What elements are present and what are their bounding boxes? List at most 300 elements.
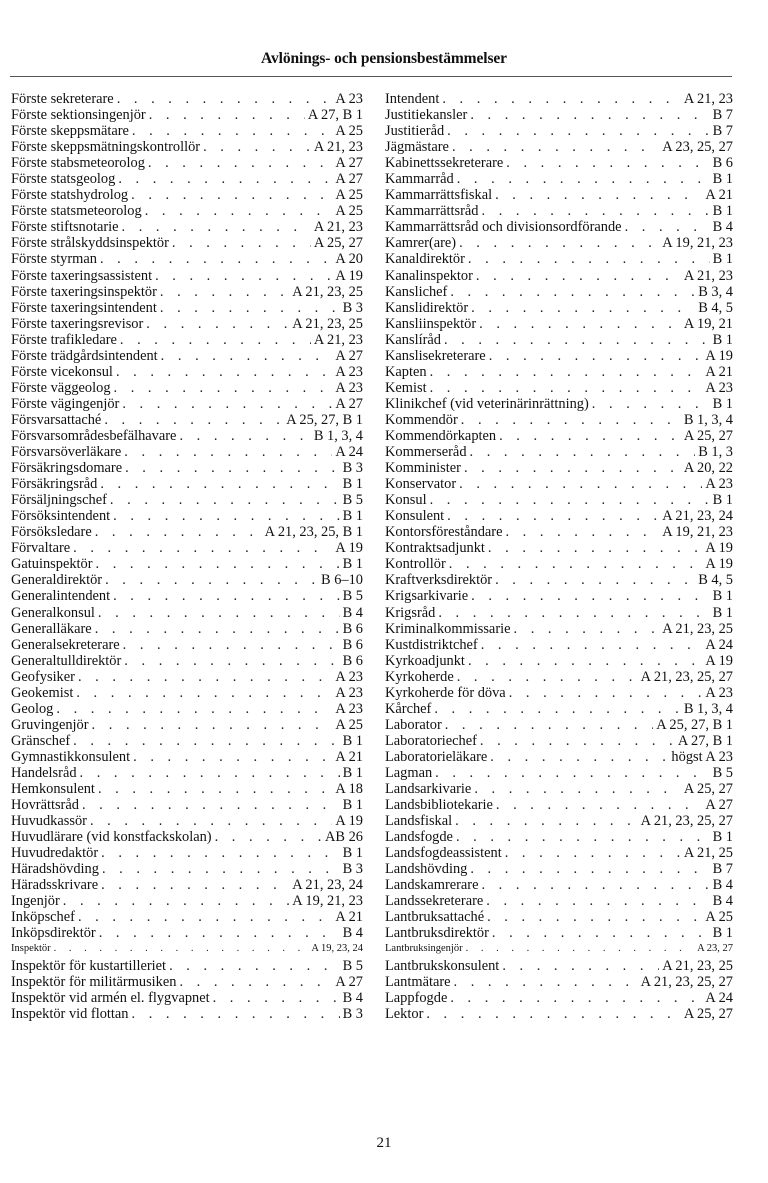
dot-leader	[132, 1006, 340, 1022]
entry-reference: B 7	[712, 107, 733, 124]
dot-leader	[490, 749, 668, 765]
index-entry	[11, 380, 363, 396]
index-entry	[11, 572, 363, 588]
entry-title: Konsul	[385, 492, 427, 509]
index-entry	[11, 91, 363, 107]
dot-leader	[444, 332, 710, 348]
dot-leader	[426, 1006, 680, 1022]
entry-reference: B 4, 5	[698, 299, 733, 316]
entry-reference: B 1	[342, 508, 363, 525]
index-entry	[11, 588, 363, 604]
index-entry	[385, 990, 733, 1006]
index-entry	[385, 813, 733, 829]
index-entry	[11, 717, 363, 733]
entry-reference: A 23, 25, 27	[662, 139, 733, 156]
entry-reference: AB 26	[325, 829, 363, 846]
entry-title: Huvudlärare (vid konstfackskolan)	[11, 829, 212, 846]
index-column-left	[11, 91, 363, 1022]
entry-reference: A 27	[335, 395, 363, 412]
dot-leader	[63, 893, 289, 909]
entry-reference: B 4	[712, 877, 733, 894]
index-entry	[11, 123, 363, 139]
entry-title: Kammarrättsråd och divisionsordförande	[385, 219, 622, 236]
dot-leader	[179, 974, 332, 990]
index-entry	[11, 524, 363, 540]
dot-leader	[73, 540, 332, 556]
entry-title: Kyrkoadjunkt	[385, 652, 465, 669]
index-entry	[385, 155, 733, 171]
dot-leader	[471, 300, 695, 316]
dot-leader	[105, 572, 318, 588]
entry-reference: B 4	[342, 925, 363, 942]
entry-reference: A 19	[705, 652, 733, 669]
entry-reference: A 25	[335, 716, 363, 733]
index-entry	[385, 187, 733, 203]
entry-reference: A 25	[335, 187, 363, 204]
entry-title: Förste vägingenjör	[11, 395, 120, 412]
entry-title: Försäljningschef	[11, 492, 107, 509]
index-entry	[385, 540, 733, 556]
index-entry	[385, 492, 733, 508]
dot-leader	[96, 556, 340, 572]
entry-reference: B 1	[342, 764, 363, 781]
entry-reference: A 21, 23, 25, 27	[640, 973, 733, 990]
entry-reference: A 19	[335, 813, 363, 830]
index-entry	[385, 508, 733, 524]
index-entry	[11, 845, 363, 861]
entry-title: Förste taxeringsassistent	[11, 267, 153, 284]
entry-reference: A 27	[335, 171, 363, 188]
dot-leader	[442, 91, 680, 107]
entry-reference: B 1	[712, 395, 733, 412]
index-entry	[11, 364, 363, 380]
index-entry	[11, 203, 363, 219]
dot-leader	[92, 717, 333, 733]
entry-title: Gränschef	[11, 732, 71, 749]
index-entry	[11, 155, 363, 171]
header-rule	[10, 76, 732, 77]
dot-leader	[479, 316, 681, 332]
entry-reference: B 1	[712, 251, 733, 268]
index-entry	[385, 717, 733, 733]
entry-title: Inspektör för kustartilleriet	[11, 957, 167, 974]
index-entry	[11, 781, 363, 797]
entry-title: Intendent	[385, 91, 440, 107]
index-entry	[385, 396, 733, 412]
dot-leader	[434, 701, 680, 717]
entry-title: Häradsskrivare	[11, 877, 99, 894]
index-entry	[11, 235, 363, 251]
entry-reference: B 1	[342, 732, 363, 749]
dot-leader	[120, 332, 311, 348]
index-entry	[385, 460, 733, 476]
entry-reference: A 27	[335, 347, 363, 364]
entry-reference: B 1	[712, 492, 733, 509]
index-entry	[385, 171, 733, 187]
dot-leader	[56, 701, 332, 717]
entry-title: Landsfogde	[385, 829, 453, 846]
entry-title: Landssekreterare	[385, 893, 484, 910]
index-entry	[385, 428, 733, 444]
entry-title: Lektor	[385, 1005, 424, 1022]
dot-leader	[457, 171, 710, 187]
entry-title: Kanslisekreterare	[385, 347, 486, 364]
index-entry	[385, 685, 733, 701]
entry-reference: A 23	[705, 379, 733, 396]
dot-leader	[492, 925, 710, 941]
entry-title: Förste trädgårdsintendent	[11, 347, 158, 364]
index-entry	[385, 765, 733, 781]
entry-reference: B 3, 4	[698, 283, 733, 300]
dot-leader	[101, 845, 339, 861]
entry-title: Försöksintendent	[11, 508, 111, 525]
entry-reference: B 3	[342, 299, 363, 316]
index-entry	[11, 797, 363, 813]
entry-title: Lantbruksingenjör	[385, 943, 463, 955]
entry-title: Landsarkivarie	[385, 781, 472, 798]
dot-leader	[505, 524, 659, 540]
entry-reference: A 25, 27	[683, 1005, 733, 1022]
entry-title: Laboratorieläkare	[385, 748, 488, 765]
index-entry	[11, 701, 363, 717]
index-entry	[11, 251, 363, 267]
entry-title: Förste styrman	[11, 251, 97, 268]
entry-reference: A 19	[705, 540, 733, 557]
entry-title: Landsfiskal	[385, 813, 453, 830]
entry-title: Geofysiker	[11, 668, 75, 685]
entry-reference: A 19	[705, 347, 733, 364]
entry-title: Generalintendent	[11, 588, 111, 605]
dot-leader	[480, 733, 675, 749]
index-entry	[385, 219, 733, 235]
index-entry	[385, 556, 733, 572]
dot-leader	[161, 348, 333, 364]
entry-reference: B 6	[342, 636, 363, 653]
entry-reference: A 19	[705, 556, 733, 573]
dot-leader	[502, 958, 659, 974]
index-entry	[385, 300, 733, 316]
index-entry	[385, 861, 733, 877]
entry-title: Förste taxeringsinspektör	[11, 283, 157, 300]
entry-reference: B 1	[712, 829, 733, 846]
index-entry	[11, 460, 363, 476]
entry-reference: A 23, 27	[697, 943, 733, 955]
entry-reference: A 21, 23, 25	[662, 957, 733, 974]
entry-title: Kommendör	[385, 411, 458, 428]
entry-title: Kriminalkommissarie	[385, 620, 511, 637]
entry-title: Landsbibliotekarie	[385, 797, 493, 814]
entry-reference: A 23	[335, 363, 363, 380]
index-entry	[385, 974, 733, 990]
dot-leader	[78, 909, 332, 925]
dot-leader	[82, 797, 340, 813]
entry-title: Förste statsmeteorolog	[11, 203, 142, 220]
entry-title: Gymnastikkonsulent	[11, 748, 131, 765]
entry-title: Inköpsdirektör	[11, 925, 96, 942]
entry-reference: B 6	[712, 155, 733, 172]
dot-leader	[450, 990, 702, 1006]
index-entry	[385, 476, 733, 492]
entry-reference: B 1	[712, 171, 733, 188]
entry-reference: A 21	[335, 748, 363, 765]
index-entry	[11, 765, 363, 781]
index-entry	[11, 219, 363, 235]
entry-reference: B 5	[342, 492, 363, 509]
entry-title: Försöksledare	[11, 524, 92, 541]
entry-reference: A 21	[335, 909, 363, 926]
entry-reference: A 25, 27	[683, 781, 733, 798]
dot-leader	[474, 781, 681, 797]
entry-reference: B 1	[712, 604, 733, 621]
entry-reference: A 27	[705, 797, 733, 814]
index-entry	[11, 813, 363, 829]
index-entry	[385, 1006, 733, 1022]
index-entry	[11, 508, 363, 524]
entry-reference: B 4, 5	[698, 572, 733, 589]
entry-title: Förste sektionsingenjör	[11, 107, 146, 124]
index-entry	[385, 316, 733, 332]
dot-leader	[625, 219, 710, 235]
entry-reference: A 27, B 1	[307, 107, 363, 124]
dot-leader	[145, 203, 333, 219]
dot-leader	[101, 877, 289, 893]
entry-reference: A 25, 27, B 1	[656, 716, 733, 733]
dot-leader	[125, 460, 339, 476]
entry-title: Förste stabsmeteorolog	[11, 155, 145, 172]
dot-leader	[461, 412, 681, 428]
entry-reference: A 21, 23, 25	[292, 283, 363, 300]
entry-title: Häradshövding	[11, 861, 99, 878]
index-entry	[11, 733, 363, 749]
index-entry	[11, 605, 363, 621]
dot-leader	[438, 605, 709, 621]
entry-reference: B 1, 3, 4	[683, 700, 733, 717]
entry-title: Gruvingenjör	[11, 716, 89, 733]
entry-title: Geokemist	[11, 684, 74, 701]
index-entry	[385, 781, 733, 797]
dot-leader	[172, 235, 311, 251]
dot-leader	[488, 540, 702, 556]
dot-leader	[95, 524, 262, 540]
index-entry	[11, 556, 363, 572]
entry-title: Kammarråd	[385, 171, 454, 188]
index-entry	[11, 268, 363, 284]
entry-title: Inspektör	[11, 943, 51, 955]
entry-title: Generalsekreterare	[11, 636, 120, 653]
index-entry	[385, 380, 733, 396]
index-entry	[385, 829, 733, 845]
entry-reference: A 25	[335, 123, 363, 140]
entry-title: Laboratoriechef	[385, 732, 477, 749]
entry-title: Förste väggeolog	[11, 379, 111, 396]
entry-reference: B 5	[342, 588, 363, 605]
entry-title: Lantmätare	[385, 973, 451, 990]
dot-leader	[124, 653, 339, 669]
index-entry	[11, 332, 363, 348]
dot-leader	[100, 476, 339, 492]
dot-leader	[435, 765, 709, 781]
dot-leader	[430, 364, 703, 380]
dot-leader	[203, 139, 311, 155]
entry-reference: B 6	[342, 652, 363, 669]
entry-title: Justitiekansler	[385, 107, 468, 124]
index-entry	[11, 348, 363, 364]
index-entry	[11, 749, 363, 765]
entry-reference: A 21, 23, 24	[292, 877, 363, 894]
index-entry	[385, 348, 733, 364]
entry-title: Kommendörkapten	[385, 427, 497, 444]
entry-title: Försäkringsråd	[11, 476, 98, 493]
index-entry	[11, 107, 363, 123]
dot-leader	[470, 444, 696, 460]
index-entry	[11, 669, 363, 685]
entry-reference: A 19, 23, 24	[311, 943, 363, 955]
dot-leader	[114, 380, 333, 396]
dot-leader	[122, 219, 311, 235]
index-entry	[385, 653, 733, 669]
entry-title: Inspektör för militärmusiken	[11, 973, 177, 990]
index-entry	[385, 123, 733, 139]
dot-leader	[430, 380, 703, 396]
entry-reference: A 24	[705, 636, 733, 653]
dot-leader	[499, 428, 681, 444]
dot-leader	[131, 187, 332, 203]
index-entry	[11, 990, 363, 1006]
dot-leader	[146, 316, 289, 332]
entry-reference: B 1	[342, 797, 363, 814]
entry-title: Lagman	[385, 764, 433, 781]
index-entry	[385, 284, 733, 300]
entry-reference: B 3	[342, 1005, 363, 1022]
entry-title: Kustdistriktchef	[385, 636, 478, 653]
entry-title: Kammarrättsråd	[385, 203, 479, 220]
entry-title: Kemist	[385, 379, 427, 396]
dot-leader	[454, 974, 638, 990]
entry-title: Lantbruksattaché	[385, 909, 485, 926]
entry-title: Huvudkassör	[11, 813, 87, 830]
index-entry	[385, 364, 733, 380]
dot-leader	[470, 861, 709, 877]
entry-reference: A 21, 23, 25, B 1	[264, 524, 363, 541]
entry-reference: B 7	[712, 123, 733, 140]
dot-leader	[215, 829, 322, 845]
dot-leader	[489, 348, 703, 364]
entry-reference: A 21, 23, 25, 27	[640, 813, 733, 830]
index-entry	[385, 605, 733, 621]
index-entry	[385, 909, 733, 925]
entry-reference: A 27	[335, 155, 363, 172]
index-entry	[385, 572, 733, 588]
index-entry	[11, 444, 363, 460]
dot-leader	[450, 284, 695, 300]
entry-reference: A 25, 27, B 1	[286, 411, 363, 428]
dot-leader	[487, 909, 702, 925]
index-entry	[385, 251, 733, 267]
dot-leader	[447, 508, 659, 524]
entry-title: Konservator	[385, 476, 457, 493]
entry-reference: A 21, 25	[683, 845, 733, 862]
entry-title: Komminister	[385, 460, 461, 477]
entry-title: Förste stiftsnotarie	[11, 219, 119, 236]
dot-leader	[468, 653, 702, 669]
dot-leader	[95, 621, 340, 637]
entry-title: Försvarsattaché	[11, 411, 102, 428]
entry-title: Försäkringsdomare	[11, 460, 123, 477]
entry-title: Kanaldirektör	[385, 251, 465, 268]
index-entry	[11, 974, 363, 990]
entry-reference: A 24	[335, 444, 363, 461]
index-entry	[11, 396, 363, 412]
entry-reference: B 1	[712, 588, 733, 605]
entry-title: Förste statsgeolog	[11, 171, 116, 188]
dot-leader	[122, 396, 332, 412]
index-entry	[385, 235, 733, 251]
entry-reference: A 19, 21, 23	[662, 524, 733, 541]
dot-leader	[132, 123, 333, 139]
dot-leader	[486, 893, 709, 909]
entry-reference: A 21, 23	[313, 139, 363, 156]
entry-title: Kyrkoherde för döva	[385, 684, 506, 701]
entry-title: Kapten	[385, 363, 427, 380]
entry-reference: A 27, B 1	[677, 732, 733, 749]
entry-title: Generalkonsul	[11, 604, 95, 621]
entry-title: Landskamrerare	[385, 877, 479, 894]
dot-leader	[73, 733, 339, 749]
entry-title: Gatuinspektör	[11, 556, 93, 573]
dot-leader	[481, 637, 703, 653]
entry-reference: A 21	[705, 187, 733, 204]
index-entry	[11, 139, 363, 155]
entry-title: Kontraktsadjunkt	[385, 540, 485, 557]
dot-leader	[468, 251, 710, 267]
entry-reference: A 19	[335, 540, 363, 557]
dot-leader	[445, 717, 654, 733]
entry-reference: A 21, 23, 25	[662, 620, 733, 637]
entry-title: Kanalinspektor	[385, 267, 473, 284]
entry-reference: A 25, 27	[683, 427, 733, 444]
index-entry	[11, 653, 363, 669]
entry-title: Kontrollör	[385, 556, 446, 573]
entry-reference: B 5	[712, 764, 733, 781]
dot-leader	[464, 460, 681, 476]
dot-leader	[104, 412, 283, 428]
entry-title: Generalläkare	[11, 620, 92, 637]
entry-title: Kontorsföreståndare	[385, 524, 503, 541]
entry-title: Klinikchef (vid veterinärinrättning)	[385, 395, 589, 412]
entry-reference: B 1	[342, 556, 363, 573]
entry-title: Krigsråd	[385, 604, 436, 621]
entry-title: Laborator	[385, 716, 442, 733]
dot-leader	[99, 925, 340, 941]
index-entry	[385, 749, 733, 765]
dot-leader	[169, 958, 340, 974]
dot-leader	[430, 492, 710, 508]
entry-reference: A 23	[335, 91, 363, 107]
index-entry	[385, 524, 733, 540]
entry-title: Förste skeppsmätningskontrollör	[11, 139, 201, 156]
index-entry	[11, 958, 363, 974]
entry-title: Förste taxeringsrevisor	[11, 315, 144, 332]
index-entry	[11, 300, 363, 316]
index-entry	[11, 284, 363, 300]
index-entry	[385, 444, 733, 460]
entry-reference: B 4	[342, 989, 363, 1006]
entry-title: Förste taxeringsintendent	[11, 299, 157, 316]
dot-leader	[447, 123, 709, 139]
index-entry	[385, 877, 733, 893]
entry-reference: A 21, 23	[683, 267, 733, 284]
entry-reference: B 6	[342, 620, 363, 637]
